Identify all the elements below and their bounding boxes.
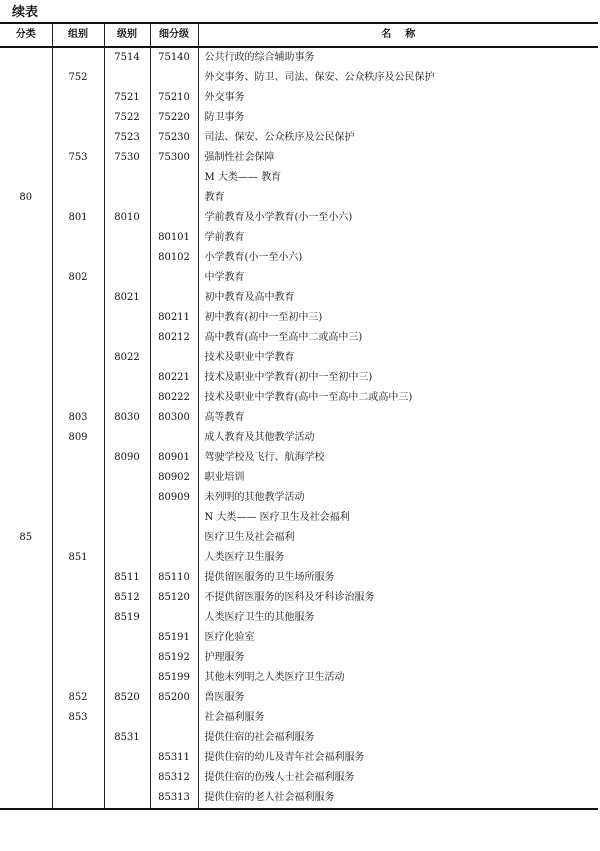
cell-fenlei [0, 488, 52, 508]
cell-xifenji: 80901 [150, 448, 198, 468]
cell-xifenji: 80300 [150, 408, 198, 428]
cell-xifenji [150, 508, 198, 528]
cell-mingcheng: 提供住宿的社会福利服务 [198, 728, 598, 748]
cell-mingcheng: 社会福利服务 [198, 708, 598, 728]
cell-jibie: 8090 [104, 448, 150, 468]
cell-zubie: 852 [52, 688, 104, 708]
table-row [0, 788, 598, 809]
cell-jibie [104, 188, 150, 208]
table-row [0, 728, 598, 748]
cell-xifenji: 75230 [150, 128, 198, 148]
cell-zubie [52, 448, 104, 468]
cell-mingcheng: 学前教育及小学教育(小一至小六) [198, 208, 598, 228]
cell-xifenji: 85191 [150, 628, 198, 648]
cell-zubie [52, 328, 104, 348]
cell-xifenji: 85120 [150, 588, 198, 608]
table-row [0, 448, 598, 468]
cell-mingcheng: 高中教育(高中一至高中二或高中三) [198, 328, 598, 348]
cell-mingcheng: 公共行政的综合辅助事务 [198, 47, 598, 68]
cell-mingcheng: 未列明的其他教学活动 [198, 488, 598, 508]
cell-mingcheng: 高等教育 [198, 408, 598, 428]
cell-jibie: 7522 [104, 108, 150, 128]
cell-jibie [104, 388, 150, 408]
table-row [0, 748, 598, 768]
cell-mingcheng: 强制性社会保障 [198, 148, 598, 168]
cell-fenlei [0, 348, 52, 368]
cell-fenlei [0, 68, 52, 88]
header-zubie: 组别 [52, 23, 104, 47]
table-row [0, 488, 598, 508]
cell-zubie [52, 128, 104, 148]
cell-fenlei [0, 368, 52, 388]
cell-xifenji: 80101 [150, 228, 198, 248]
cell-fenlei [0, 568, 52, 588]
cell-mingcheng: 教育 [198, 188, 598, 208]
cell-fenlei [0, 388, 52, 408]
cell-jibie: 8021 [104, 288, 150, 308]
table-caption: 续表 [12, 5, 39, 20]
cell-jibie [104, 548, 150, 568]
cell-fenlei [0, 668, 52, 688]
cell-zubie [52, 168, 104, 188]
cell-mingcheng: 提供住宿的伤残人士社会福利服务 [198, 768, 598, 788]
cell-xifenji [150, 708, 198, 728]
cell-mingcheng: 护理服务 [198, 648, 598, 668]
cell-mingcheng: 提供住宿的幼儿及青年社会福利服务 [198, 748, 598, 768]
header-fenlei: 分类 [0, 23, 52, 47]
cell-jibie [104, 228, 150, 248]
cell-zubie [52, 528, 104, 548]
cell-fenlei [0, 128, 52, 148]
cell-xifenji [150, 728, 198, 748]
table-row [0, 768, 598, 788]
cell-jibie [104, 508, 150, 528]
cell-xifenji [150, 288, 198, 308]
cell-jibie: 8010 [104, 208, 150, 228]
cell-xifenji: 75220 [150, 108, 198, 128]
cell-zubie [52, 488, 104, 508]
cell-zubie: 803 [52, 408, 104, 428]
table-row [0, 548, 598, 568]
cell-mingcheng: 防卫事务 [198, 108, 598, 128]
cell-fenlei: 80 [19, 192, 33, 203]
cell-fenlei [0, 748, 52, 768]
cell-jibie [104, 628, 150, 648]
cell-fenlei [0, 308, 52, 328]
table-row [0, 308, 598, 328]
cell-jibie [104, 328, 150, 348]
cell-fenlei [0, 47, 52, 68]
cell-zubie [52, 748, 104, 768]
cell-fenlei [0, 148, 52, 168]
cell-mingcheng: 外交事务 [198, 88, 598, 108]
cell-xifenji: 80902 [150, 468, 198, 488]
table-row [0, 47, 598, 68]
cell-zubie [52, 468, 104, 488]
cell-mingcheng: 其他未列明之人类医疗卫生活动 [198, 668, 598, 688]
cell-zubie [52, 348, 104, 368]
table-row [0, 248, 598, 268]
cell-xifenji: 80909 [150, 488, 198, 508]
cell-mingcheng: 医疗卫生及社会福利 [198, 528, 598, 548]
cell-jibie [104, 428, 150, 448]
table-row [0, 228, 598, 248]
table-row [0, 188, 598, 208]
cell-mingcheng: 人类医疗卫生的其他服务 [198, 608, 598, 628]
cell-fenlei: 85 [19, 532, 33, 543]
cell-fenlei [0, 228, 52, 248]
table-row [0, 568, 598, 588]
cell-zubie [52, 228, 104, 248]
table-row [0, 628, 598, 648]
cell-fenlei [0, 168, 52, 188]
cell-jibie [104, 308, 150, 328]
cell-fenlei [0, 248, 52, 268]
cell-zubie: 752 [52, 68, 104, 88]
cell-fenlei [0, 468, 52, 488]
cell-xifenji [150, 548, 198, 568]
cell-zubie [52, 47, 104, 68]
cell-zubie [52, 368, 104, 388]
cell-fenlei [0, 108, 52, 128]
cell-xifenji [150, 528, 198, 548]
cell-xifenji: 85200 [150, 688, 198, 708]
cell-jibie [104, 468, 150, 488]
cell-mingcheng: 学前教育 [198, 228, 598, 248]
cell-mingcheng: 初中教育(初中一至初中三) [198, 308, 598, 328]
table-row [0, 88, 598, 108]
table-row [0, 348, 598, 368]
table-row [0, 128, 598, 148]
cell-fenlei [0, 428, 52, 448]
cell-xifenji [150, 268, 198, 288]
classification-table [0, 22, 598, 810]
cell-xifenji: 75140 [150, 47, 198, 68]
cell-mingcheng: 技术及职业中学教育(初中一至初中三) [198, 368, 598, 388]
cell-xifenji: 85192 [150, 648, 198, 668]
cell-mingcheng: 技术及职业中学教育 [198, 348, 598, 368]
cell-jibie [104, 668, 150, 688]
cell-zubie: 801 [52, 208, 104, 228]
cell-fenlei [0, 448, 52, 468]
cell-fenlei [0, 728, 52, 748]
table-row [0, 428, 598, 448]
cell-jibie: 7530 [104, 148, 150, 168]
cell-fenlei [0, 288, 52, 308]
cell-mingcheng: 驾驶学校及飞行、航海学校 [198, 448, 598, 468]
cell-mingcheng: 兽医服务 [198, 688, 598, 708]
cell-zubie [52, 108, 104, 128]
table-row [0, 588, 598, 608]
table-row [0, 468, 598, 488]
table-row [0, 688, 598, 708]
cell-mingcheng: 提供住宿的老人社会福利服务 [198, 788, 598, 809]
cell-fenlei [0, 548, 52, 568]
cell-xifenji [150, 608, 198, 628]
cell-fenlei [0, 88, 52, 108]
cell-xifenji [150, 348, 198, 368]
cell-mingcheng: 初中教育及高中教育 [198, 288, 598, 308]
cell-mingcheng: 中学教育 [198, 268, 598, 288]
cell-jibie: 7514 [104, 47, 150, 68]
cell-mingcheng: 司法、保安、公众秩序及公民保护 [198, 128, 598, 148]
cell-xifenji: 75300 [150, 148, 198, 168]
table-row [0, 388, 598, 408]
cell-mingcheng: M 大类—— 教育 [198, 168, 598, 188]
cell-jibie [104, 168, 150, 188]
cell-zubie: 853 [52, 708, 104, 728]
cell-jibie: 8511 [104, 568, 150, 588]
cell-fenlei [0, 788, 52, 809]
table-row [0, 708, 598, 728]
table-row [0, 268, 598, 288]
cell-jibie [104, 68, 150, 88]
header-jibie: 级别 [104, 23, 150, 47]
cell-zubie [52, 768, 104, 788]
cell-jibie: 7523 [104, 128, 150, 148]
cell-zubie [52, 788, 104, 809]
cell-jibie: 8030 [104, 408, 150, 428]
table-row [0, 328, 598, 348]
cell-xifenji: 85110 [150, 568, 198, 588]
cell-jibie [104, 788, 150, 809]
table-row [0, 408, 598, 428]
cell-zubie [52, 608, 104, 628]
cell-zubie [52, 288, 104, 308]
table-row [0, 168, 598, 188]
cell-mingcheng: 提供留医服务的卫生场所服务 [198, 568, 598, 588]
cell-mingcheng: 成人教育及其他教学活动 [198, 428, 598, 448]
cell-fenlei [0, 688, 52, 708]
cell-fenlei [0, 768, 52, 788]
cell-xifenji [150, 208, 198, 228]
cell-xifenji: 80222 [150, 388, 198, 408]
cell-xifenji: 80211 [150, 308, 198, 328]
cell-fenlei [0, 408, 52, 428]
cell-jibie [104, 528, 150, 548]
cell-jibie [104, 488, 150, 508]
table-row [0, 108, 598, 128]
cell-xifenji: 85313 [150, 788, 198, 809]
table-row [0, 148, 598, 168]
cell-zubie: 802 [52, 268, 104, 288]
table-row [0, 528, 598, 548]
cell-fenlei [0, 508, 52, 528]
table-row [0, 368, 598, 388]
cell-zubie [52, 568, 104, 588]
table-row [0, 68, 598, 88]
cell-zubie [52, 188, 104, 208]
header-row [0, 23, 598, 47]
cell-mingcheng: 医疗化验室 [198, 628, 598, 648]
cell-jibie [104, 268, 150, 288]
cell-xifenji: 85312 [150, 768, 198, 788]
cell-jibie: 7521 [104, 88, 150, 108]
cell-jibie: 8531 [104, 728, 150, 748]
cell-xifenji: 80221 [150, 368, 198, 388]
cell-zubie: 851 [52, 548, 104, 568]
cell-fenlei [0, 648, 52, 668]
cell-jibie [104, 248, 150, 268]
table-row [0, 668, 598, 688]
cell-zubie [52, 248, 104, 268]
cell-zubie [52, 388, 104, 408]
cell-jibie: 8022 [104, 348, 150, 368]
cell-xifenji: 85311 [150, 748, 198, 768]
cell-jibie [104, 368, 150, 388]
cell-zubie [52, 508, 104, 528]
cell-zubie: 753 [52, 148, 104, 168]
cell-xifenji: 85199 [150, 668, 198, 688]
cell-zubie [52, 308, 104, 328]
cell-zubie [52, 628, 104, 648]
cell-jibie [104, 708, 150, 728]
cell-fenlei [0, 628, 52, 648]
table-row [0, 508, 598, 528]
table-row [0, 208, 598, 228]
header-mingcheng: 名 称 [198, 23, 598, 47]
cell-xifenji [150, 68, 198, 88]
cell-jibie [104, 748, 150, 768]
cell-mingcheng: 不提供留医服务的医科及牙科诊治服务 [198, 588, 598, 608]
table-row [0, 608, 598, 628]
cell-mingcheng: N 大类—— 医疗卫生及社会福利 [198, 508, 598, 528]
cell-xifenji: 80102 [150, 248, 198, 268]
cell-zubie [52, 668, 104, 688]
cell-xifenji: 75210 [150, 88, 198, 108]
cell-zubie [52, 88, 104, 108]
cell-xifenji [150, 428, 198, 448]
cell-fenlei [0, 208, 52, 228]
cell-fenlei [0, 588, 52, 608]
cell-zubie: 809 [52, 428, 104, 448]
table-row [0, 288, 598, 308]
cell-zubie [52, 728, 104, 748]
cell-jibie: 8512 [104, 588, 150, 608]
cell-xifenji [150, 188, 198, 208]
cell-xifenji: 80212 [150, 328, 198, 348]
cell-fenlei [0, 328, 52, 348]
cell-fenlei [0, 268, 52, 288]
cell-jibie: 8520 [104, 688, 150, 708]
cell-zubie [52, 648, 104, 668]
cell-fenlei [0, 608, 52, 628]
cell-jibie [104, 768, 150, 788]
cell-fenlei [0, 708, 52, 728]
cell-xifenji [150, 168, 198, 188]
cell-mingcheng: 外交事务、防卫、司法、保安、公众秩序及公民保护 [198, 68, 598, 88]
header-xifenji: 细分级 [150, 23, 198, 47]
cell-zubie [52, 588, 104, 608]
cell-mingcheng: 人类医疗卫生服务 [198, 548, 598, 568]
cell-mingcheng: 职业培训 [198, 468, 598, 488]
table-row [0, 648, 598, 668]
cell-jibie: 8519 [104, 608, 150, 628]
cell-mingcheng: 小学教育(小一至小六) [198, 248, 598, 268]
cell-jibie [104, 648, 150, 668]
cell-mingcheng: 技术及职业中学教育(高中一至高中二或高中三) [198, 388, 598, 408]
